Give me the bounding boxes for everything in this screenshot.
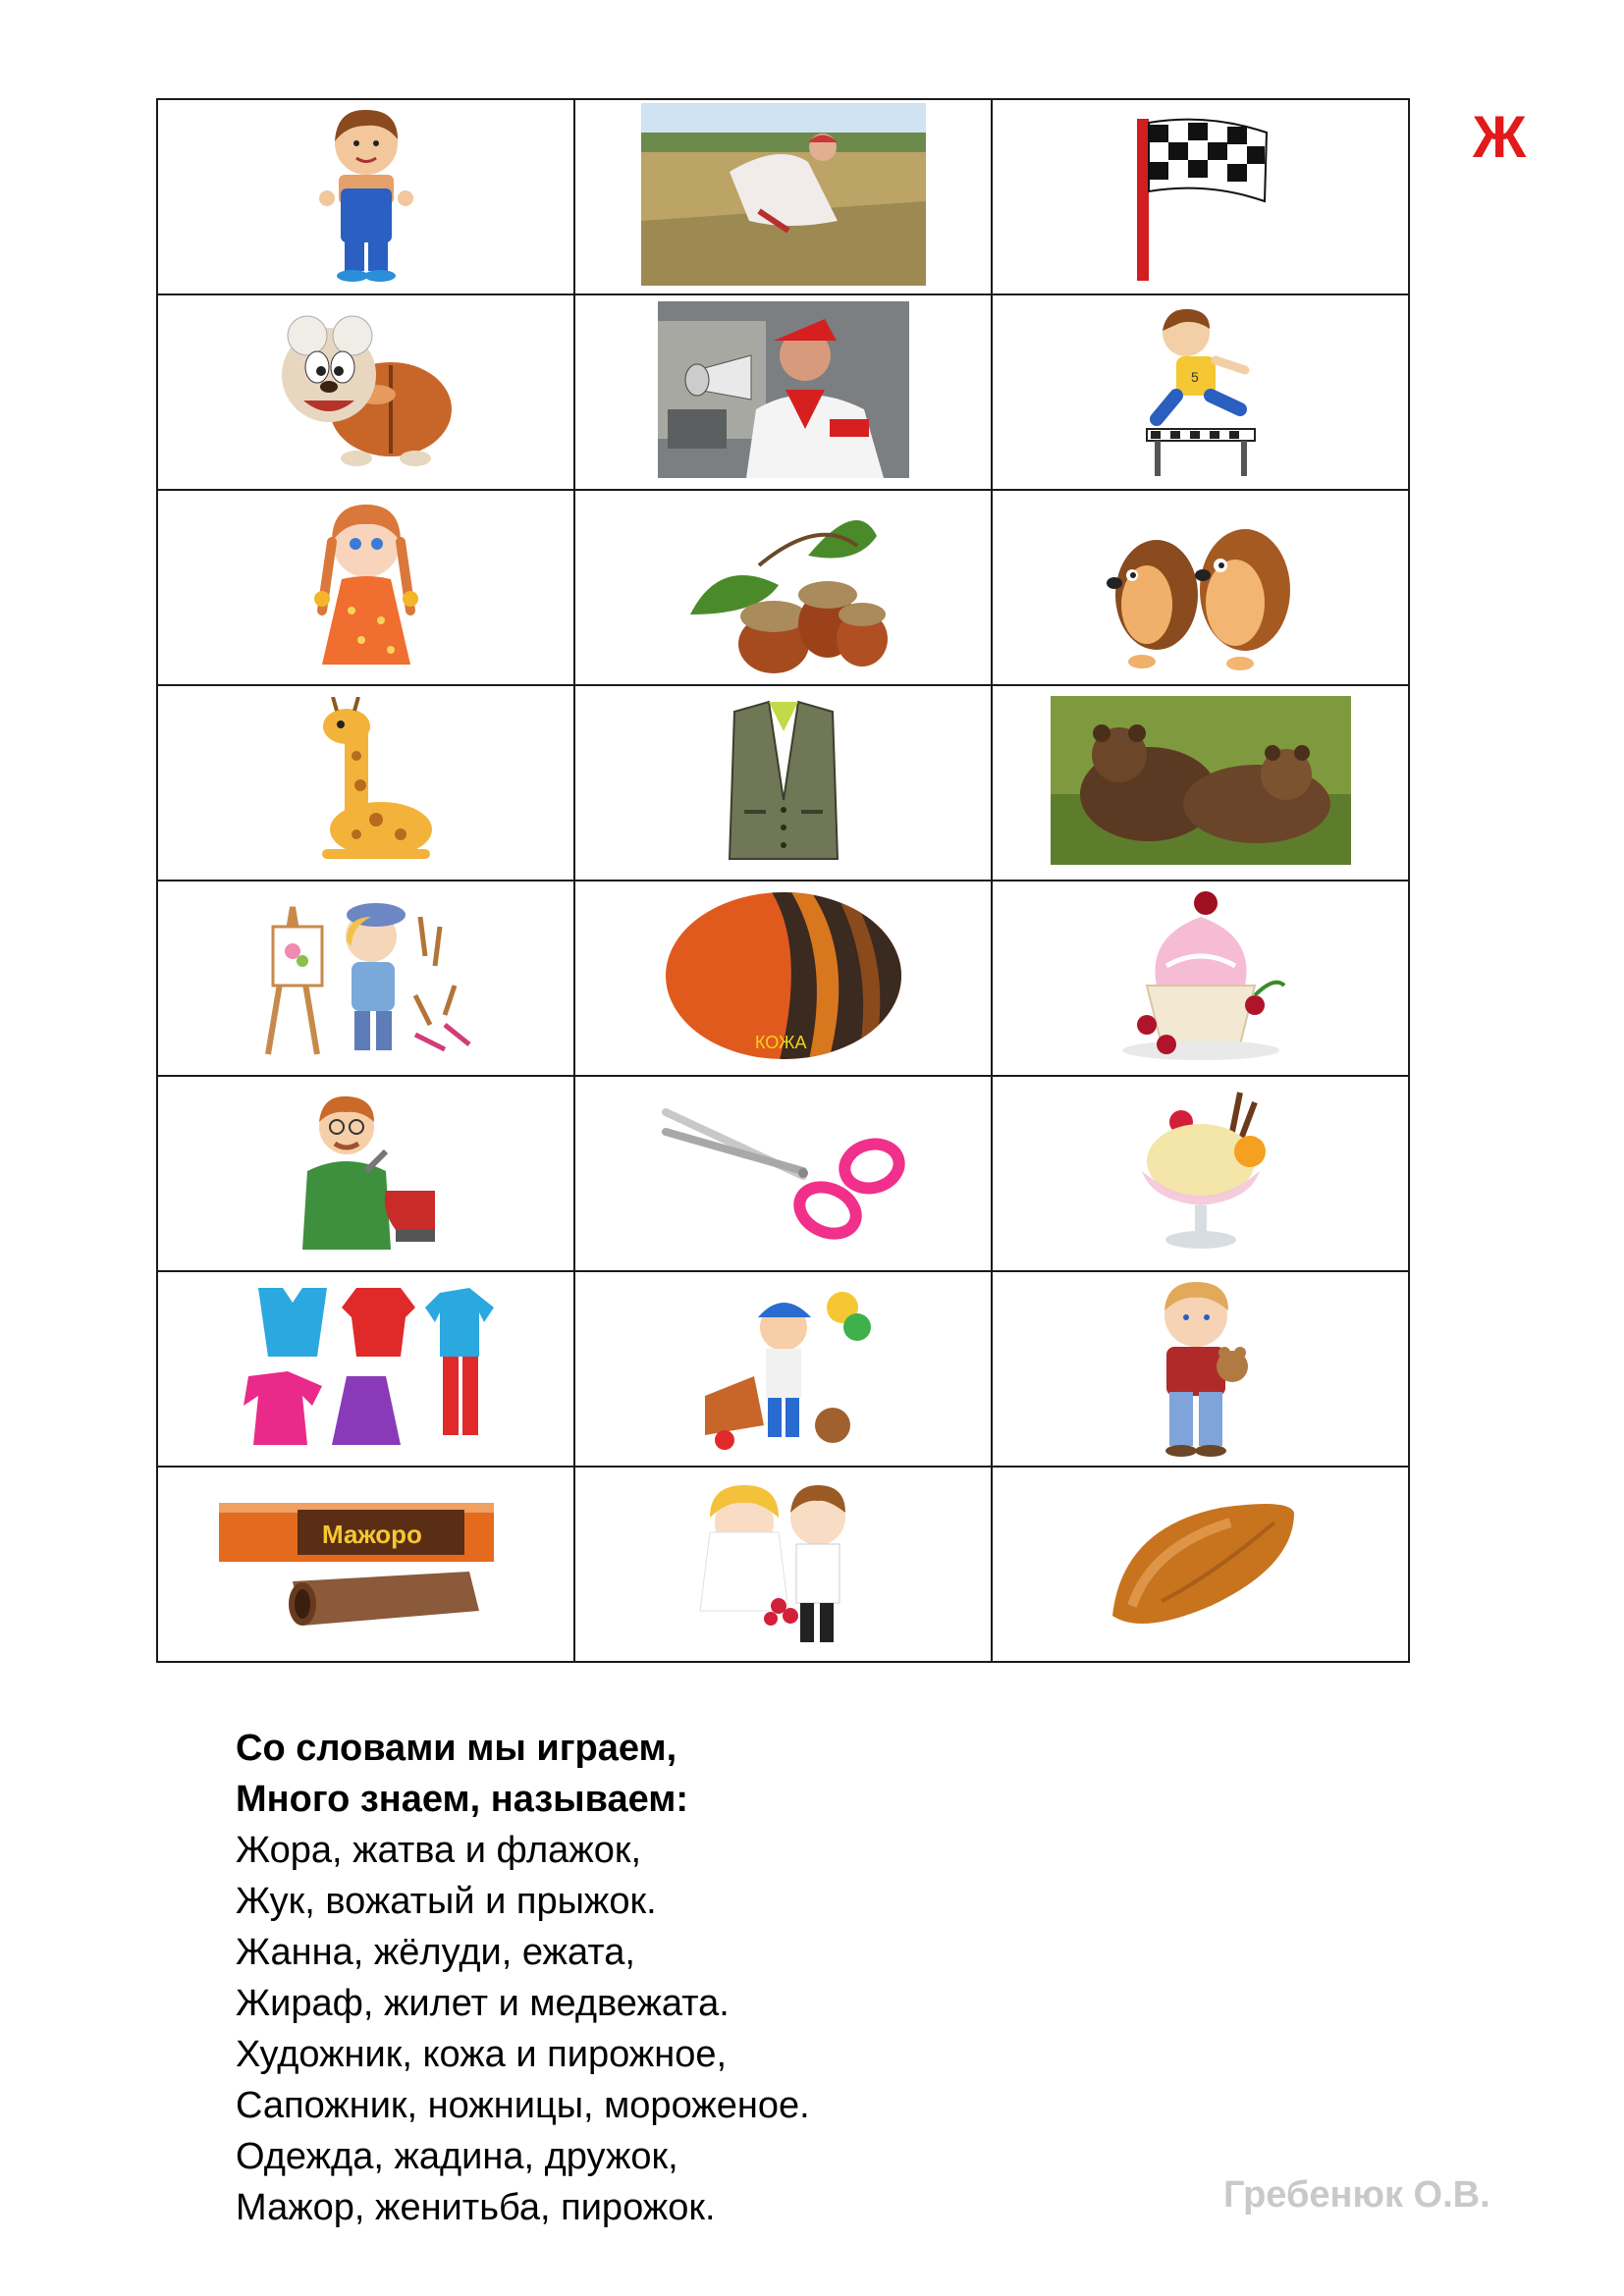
poem-line: Много знаем, называем: xyxy=(236,1779,689,1820)
grid-row xyxy=(157,1271,1409,1467)
author-credit: Гребенюк О.В. xyxy=(1223,2174,1490,2216)
cell-cupcake xyxy=(992,881,1409,1076)
poem-line: Жираф, жилет и медвежата. xyxy=(236,1983,730,2024)
boy-illustration xyxy=(307,104,425,286)
pioneer-leader-photo xyxy=(658,301,909,478)
cell-boy-with-teddy xyxy=(992,1271,1409,1467)
hedgehogs-illustration xyxy=(1093,497,1309,673)
poem-line: Жанна, жёлуди, ежата, xyxy=(236,1932,635,1973)
poem xyxy=(236,1723,810,2233)
poem-line: Со словами мы играем, xyxy=(236,1728,677,1769)
poem-line: Сапожник, ножницы, мороженое. xyxy=(236,2085,810,2126)
cupcake-illustration xyxy=(1108,887,1294,1064)
cell-giraffe xyxy=(157,685,574,881)
scissors-icon xyxy=(656,1093,911,1250)
boy-with-teddy-illustration xyxy=(1142,1276,1260,1458)
cell-shoemaker xyxy=(157,1076,574,1271)
cell-jumping-boy xyxy=(992,294,1409,490)
picture-grid xyxy=(156,98,1410,1663)
vest-illustration xyxy=(715,692,852,869)
cell-vest xyxy=(574,685,992,881)
grid-row xyxy=(157,1076,1409,1271)
grid-row xyxy=(157,490,1409,685)
flag-icon xyxy=(1127,109,1274,281)
poem-line: Художник, кожа и пирожное, xyxy=(236,2034,728,2075)
grid-row xyxy=(157,294,1409,490)
poem-line: Мажор, женитьба, пирожок. xyxy=(236,2187,716,2228)
clothes-illustration xyxy=(229,1278,504,1455)
acorns-illustration xyxy=(661,497,906,673)
cell-scissors xyxy=(574,1076,992,1271)
chocolate-bar-brand: Мажоро xyxy=(321,1520,422,1549)
cell-harvest xyxy=(574,99,992,294)
cell-bear-cubs xyxy=(992,685,1409,881)
harvest-photo xyxy=(641,103,926,286)
letter-heading: Ж xyxy=(1473,104,1527,170)
cell-leather xyxy=(574,881,992,1076)
grid-row xyxy=(157,1467,1409,1662)
pie-illustration xyxy=(1103,1488,1299,1635)
cell-flag xyxy=(992,99,1409,294)
cell-beetle xyxy=(157,294,574,490)
boy-with-toys-illustration xyxy=(685,1278,882,1455)
cell-chocolate-bar xyxy=(157,1467,574,1662)
girl-illustration xyxy=(302,493,430,677)
shoemaker-illustration xyxy=(278,1083,455,1259)
cell-boy-with-toys xyxy=(574,1271,992,1467)
cell-pie xyxy=(992,1467,1409,1662)
chocolate-bar-illustration xyxy=(214,1488,518,1635)
cell-bride-groom xyxy=(574,1467,992,1662)
poem-line: Жора, жатва и флажок, xyxy=(236,1830,642,1871)
jumping-boy-illustration xyxy=(1137,301,1265,478)
cell-pioneer xyxy=(574,294,992,490)
grid-row xyxy=(157,99,1409,294)
poem-line: Жук, вожатый и прыжок. xyxy=(236,1881,657,1922)
beetle-illustration xyxy=(268,306,464,473)
leather-caption: КОЖА xyxy=(754,1033,807,1052)
cell-acorns xyxy=(574,490,992,685)
cell-hedgehogs xyxy=(992,490,1409,685)
painter-illustration xyxy=(248,887,484,1064)
leather-illustration xyxy=(661,887,906,1064)
cell-girl xyxy=(157,490,574,685)
cell-clothes xyxy=(157,1271,574,1467)
cell-painter xyxy=(157,881,574,1076)
grid-row xyxy=(157,685,1409,881)
grid-row xyxy=(157,881,1409,1076)
cell-ice-cream xyxy=(992,1076,1409,1271)
bride-groom-illustration xyxy=(680,1473,887,1650)
svg-text:5: 5 xyxy=(1190,369,1199,385)
bear-cubs-photo xyxy=(1051,696,1351,865)
cell-boy xyxy=(157,99,574,294)
giraffe-illustration xyxy=(298,697,435,864)
ice-cream-illustration xyxy=(1122,1083,1279,1259)
poem-line: Одежда, жадина, дружок, xyxy=(236,2136,678,2177)
